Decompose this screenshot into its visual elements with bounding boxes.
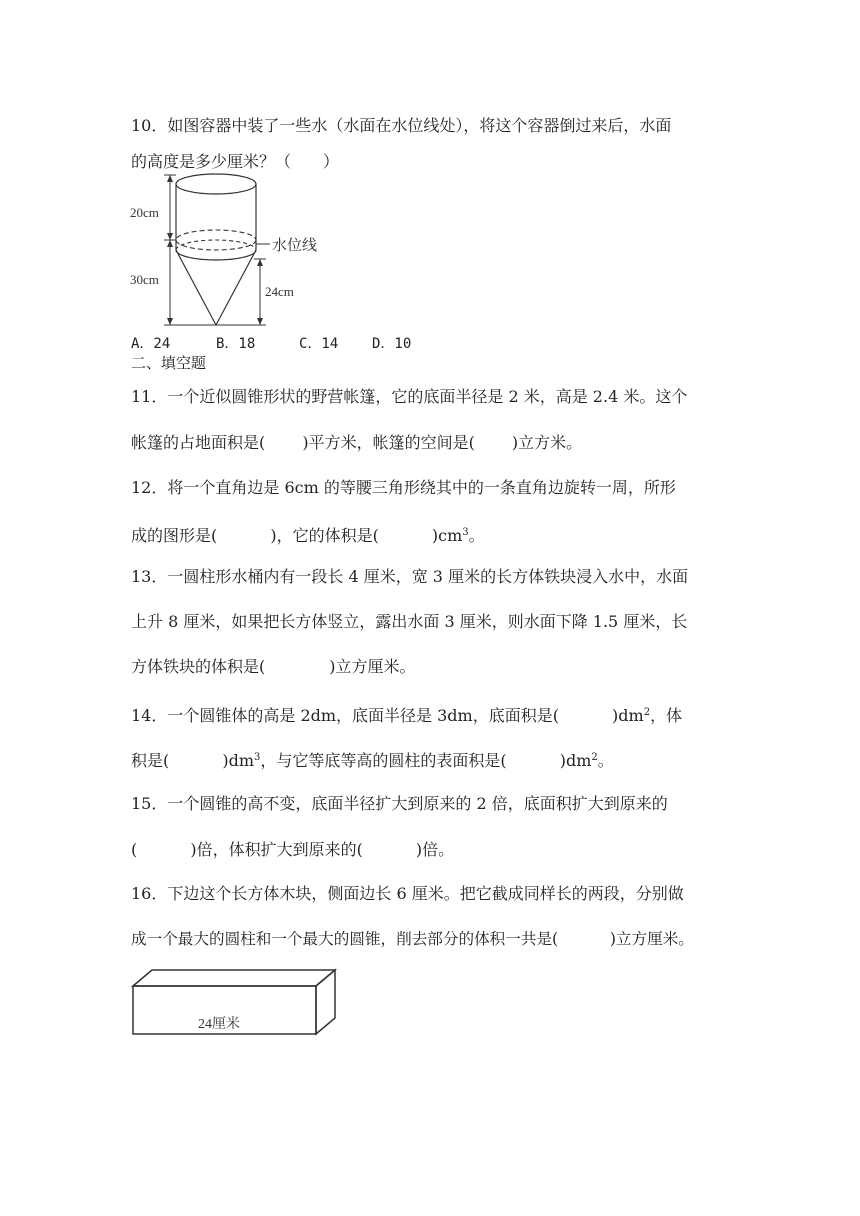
q12-text-line1: 12．将一个直角边是 6cm 的等腰三角形绕其中的一条直角边旋转一周，所形: [131, 478, 676, 497]
q15-text-line1: 15．一个圆锥的高不变，底面半径扩大到原来的 2 倍，底面积扩大到原来的: [131, 794, 668, 813]
q14-exponent-2: 3: [254, 752, 261, 763]
label-30cm: 30cm: [130, 272, 159, 287]
q10-text-line2: 的高度是多少厘米？（ ）: [131, 152, 340, 171]
label-24cm: 24cm: [265, 284, 294, 299]
q10-choice-c: C．14: [299, 336, 339, 352]
q14-text-line1-main: 14．一个圆锥体的高是 2dm，底面半径是 3dm，底面积是( )dm: [131, 706, 644, 725]
q12-text-line2-end: 。: [468, 526, 485, 545]
label-water-line: 水位线: [272, 238, 318, 254]
q14-text-line2-end: 。: [597, 751, 614, 770]
section-heading-fill-blank: 二、填空题: [131, 354, 207, 372]
q12-exponent: 3: [462, 527, 469, 538]
q10-choice-a: A．24: [131, 336, 171, 352]
q14-text-line1-end: ，体: [650, 706, 683, 725]
q16-cuboid-figure: [130, 968, 340, 1038]
label-24-cm: 24厘米: [198, 1017, 240, 1032]
q14-text-line2: [131, 748, 614, 771]
q11-text-line2: 帐篷的占地面积是( )平方米，帐篷的空间是( )立方米。: [131, 433, 583, 452]
q10-container-figure: [128, 170, 348, 330]
q16-text-line1: 16．下边这个长方体木块，侧面边长 6 厘米。把它截成同样长的两段，分别做: [131, 884, 684, 903]
q14-exponent-3: 2: [591, 752, 598, 763]
q14-text-line1: [131, 703, 682, 726]
q14-text-line2-mid: ，与它等底等高的圆柱的表面积是( )dm: [260, 751, 592, 770]
q13-text-line2: 上升 8 厘米，如果把长方体竖立，露出水面 3 厘米，则水面下降 1.5 厘米，长: [131, 612, 688, 631]
label-20cm: 20cm: [130, 205, 159, 220]
q15-text-line2: ( )倍，体积扩大到原来的( )倍。: [131, 840, 455, 859]
q13-text-line1: 13．一圆柱形水桶内有一段长 4 厘米，宽 3 厘米的长方体铁块浸入水中，水面: [131, 567, 689, 586]
q14-exponent-1: 2: [643, 707, 651, 718]
q10-text-line1: 10．如图容器中装了一些水（水面在水位线处），将这个容器倒过来后，水面: [131, 116, 672, 135]
q14-text-line2-start: 积是( )dm: [131, 751, 254, 770]
q10-choice-d: D．10: [372, 336, 412, 352]
q11-text-line1: 11．一个近似圆锥形状的野营帐篷，它的底面半径是 2 米，高是 2.4 米。这个: [131, 387, 688, 406]
q12-text-line2-main: 成的图形是( )，它的体积是( )cm: [131, 526, 463, 545]
q16-text-line2: 成一个最大的圆柱和一个最大的圆锥，削去部分的体积一共是( )立方厘米。: [131, 930, 694, 948]
q10-choice-b: B．18: [216, 336, 256, 352]
q13-text-line3: 方体铁块的体积是( )立方厘米。: [131, 657, 416, 676]
q12-text-line2: [131, 523, 485, 546]
